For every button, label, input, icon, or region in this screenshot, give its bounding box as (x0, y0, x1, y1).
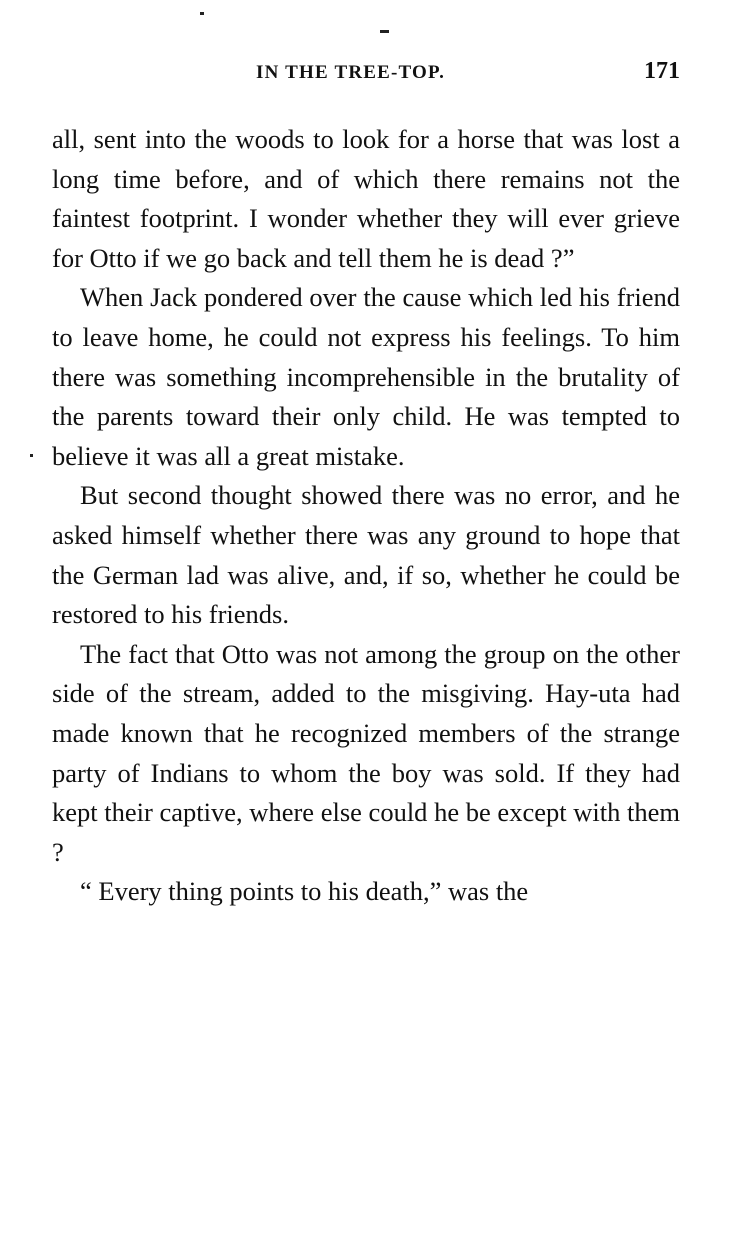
paragraph: When Jack pondered over the cause which led his friend to leave home, he could not express his feelings. To him there was something incomprehensible in the brutality of the parents toward their only child. He was tempted to believe it was all a great mistake. (52, 282, 680, 471)
body-text (52, 120, 680, 912)
paragraph: all, sent into the woods to look for a horse that was lost a long time before, and of which there remains not the faintest footprint. I wonder whether they will ever grieve for Otto if we go back and tell them he is dead ?” (52, 124, 680, 273)
print-speck-dash (380, 30, 389, 33)
print-speck-top (200, 12, 204, 15)
page-number: 171 (644, 58, 680, 84)
running-title: IN THE TREE-TOP. (256, 62, 446, 83)
page-header (52, 58, 680, 86)
paragraph: But second thought showed there was no error, and he asked himself whether there was any ground to hope that the German lad was alive, and, if so, whether he could be restored to his friends. (52, 480, 680, 630)
print-speck-margin (30, 454, 33, 457)
paragraph: “ Every thing points to his death,” was the (80, 876, 529, 907)
paragraph: The fact that Otto was not among the group on the other side of the stream, added to the misgiving. Hay-uta had made known that he recognized members of the strange party of Indians to whom the boy was sold. If they had kept their captive, where else could he be except with them ? (52, 638, 680, 867)
